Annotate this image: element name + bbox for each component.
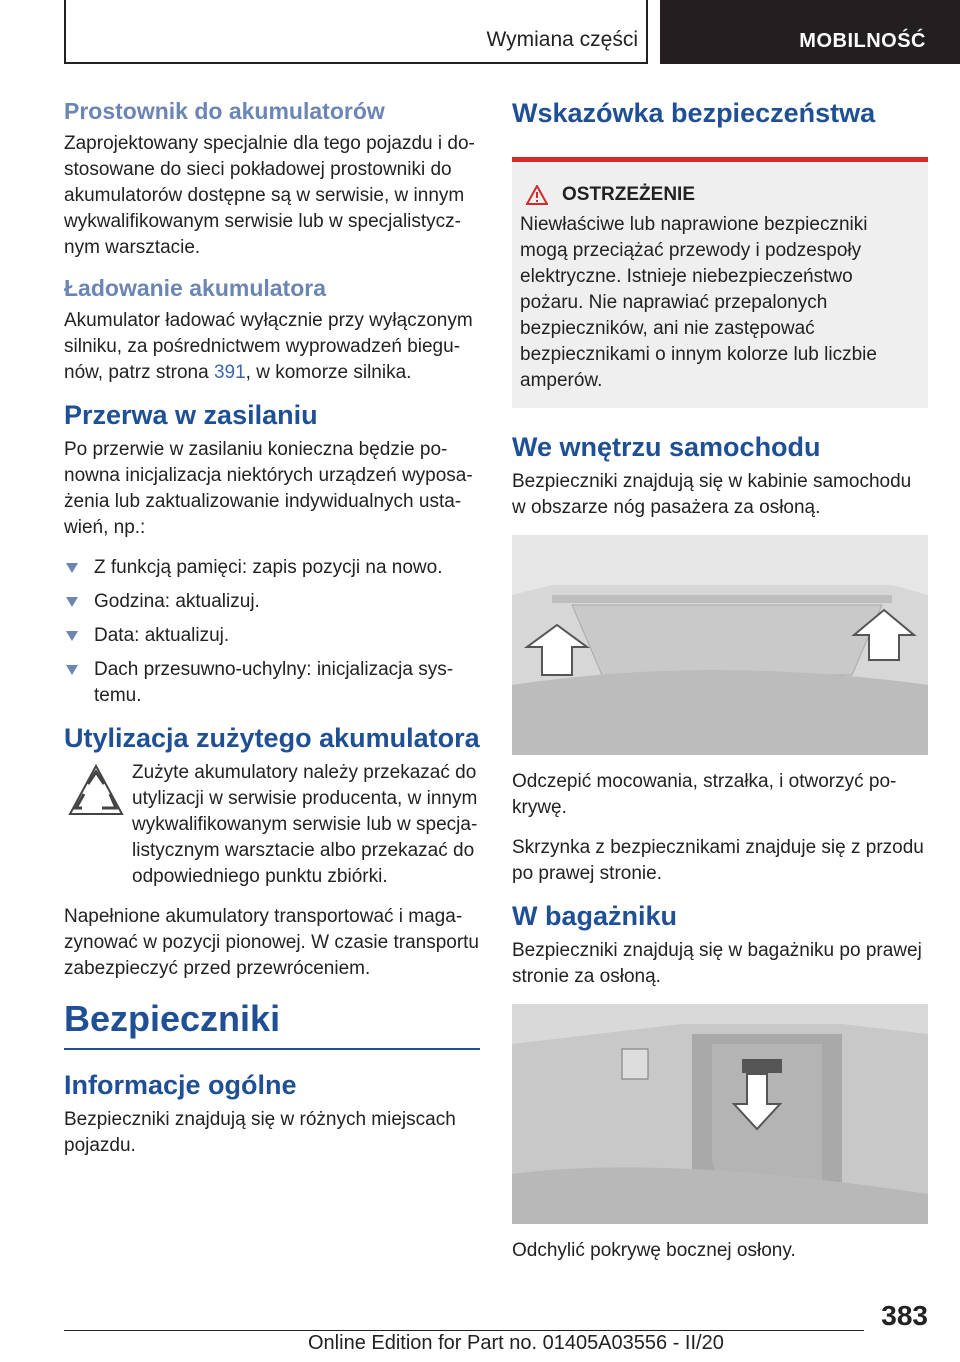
footer-edition: Online Edition for Part no. 01405A03556 - II/20 — [308, 1332, 724, 1354]
bullet-triangle-icon — [66, 631, 78, 641]
heading-trunk: W bagażniku — [512, 901, 678, 931]
power-interruption-list — [64, 555, 480, 709]
heading-interior: We wnętrzu samochodu — [512, 432, 821, 462]
text-transport: Napełnione akumulatory transportować i magazynować w pozycji pionowej. W czasie transportu zabezpieczyć przed przewróceniem. — [64, 906, 480, 979]
list-item-text: Dach przesuwno-uchylny: inicjalizacja systemu. — [94, 659, 454, 706]
text-general-info: Bezpieczniki znajdują się w różnych miejscach pojazdu. — [64, 1109, 456, 1156]
right-column — [512, 98, 928, 1278]
text-charger: Zaprojektowany specjalnie dla tego pojazdu i dostosowane do sieci pokładowej prostowniki do akumulatorów dostępne są w serwisie, w innym wykwalifikowanym serwisie lub w specjalistycznym warsztacie. — [64, 133, 475, 258]
list-item — [64, 589, 480, 615]
header-chapter-label: MOBILNOŚĆ — [799, 30, 926, 52]
heading-safety: Wskazówka bezpieczeństwa — [512, 98, 876, 128]
interior-fuse-image — [512, 535, 928, 755]
warning-box — [512, 157, 928, 408]
heading-charger: Prostownik do akumulatorów — [64, 98, 385, 124]
bullet-triangle-icon — [66, 597, 78, 607]
page-number: 383 — [881, 1300, 928, 1331]
list-item-text: Godzina: aktualizuj. — [94, 591, 260, 612]
trunk-fuse-image — [512, 1004, 928, 1224]
caption-trunk: Odchylić pokrywę bocznej osłony. — [512, 1240, 796, 1261]
heading-charging: Ładowanie akumulatora — [64, 275, 327, 301]
text-charging-a: Akumulator ładować wyłącznie przy wyłączonym silniku, za pośrednictwem wyprowadzeń biegunów, patrz strona — [64, 310, 473, 383]
text-trunk: Bezpieczniki znajdują się w bagażniku po prawej stronie za osłoną. — [512, 940, 922, 987]
recycle-icon — [64, 760, 128, 824]
caption-interior: Odczepić mocowania, strzałka, i otworzyć pokrywę. — [512, 771, 897, 818]
warning-label: OSTRZEŻENIE — [562, 184, 696, 205]
text-charging-b: , w komorze silnika. — [245, 362, 412, 383]
text-charging — [64, 308, 480, 386]
text-disposal: Zużyte akumulatory należy przekazać do utylizacji w serwisie producenta, w innym wykwalifikowanym serwisie lub w specjalistycznym warsztacie albo przekazać do odpowiedniego punktu zbiórki. — [132, 762, 478, 887]
heading-disposal: Utylizacja zużytego akumulatora — [64, 723, 480, 753]
disposal-block — [64, 760, 480, 904]
footer-divider — [64, 1330, 864, 1331]
list-item — [64, 657, 480, 709]
text-interior-location: Skrzynka z bezpiecznikami znajduje się z przodu po prawej stronie. — [512, 837, 924, 884]
header-section-title: Wymiana części — [486, 28, 638, 51]
text-power-interruption: Po przerwie w zasilaniu konieczna będzie ponowna inicjalizacja niektórych urządzeń wyposażenia lub zaktualizowanie indywidualnych ustawień, np.: — [64, 439, 473, 538]
warning-triangle-icon — [526, 185, 548, 205]
text-interior: Bezpieczniki znajdują się w kabinie samochodu w obszarze nóg pasażera za osłoną. — [512, 471, 912, 518]
chapter-title-fuses: Bezpieczniki — [64, 998, 480, 1050]
bullet-triangle-icon — [66, 563, 78, 573]
heading-power-interruption: Przerwa w zasilaniu — [64, 400, 318, 430]
header-chapter-tab — [660, 0, 960, 64]
page-link[interactable]: 391 — [213, 362, 246, 383]
list-item — [64, 555, 480, 581]
list-item — [64, 623, 480, 649]
left-column — [64, 98, 480, 1173]
warning-text: Niewłaściwe lub naprawione bezpieczniki mogą przeciążać przewody i podzespoły elektryczne. Istnieje niebezpieczeństwo pożaru. Nie naprawiać przepalonych bezpieczników, ani nie zastępować bezpiecznikami o innym kolorze lub liczbie amperów. — [520, 214, 877, 391]
list-item-text: Data: aktualizuj. — [94, 625, 230, 646]
heading-general-info: Informacje ogólne — [64, 1070, 297, 1100]
bullet-triangle-icon — [66, 665, 78, 675]
warning-header — [520, 184, 920, 206]
list-item-text: Z funkcją pamięci: zapis pozycji na nowo. — [94, 557, 443, 578]
